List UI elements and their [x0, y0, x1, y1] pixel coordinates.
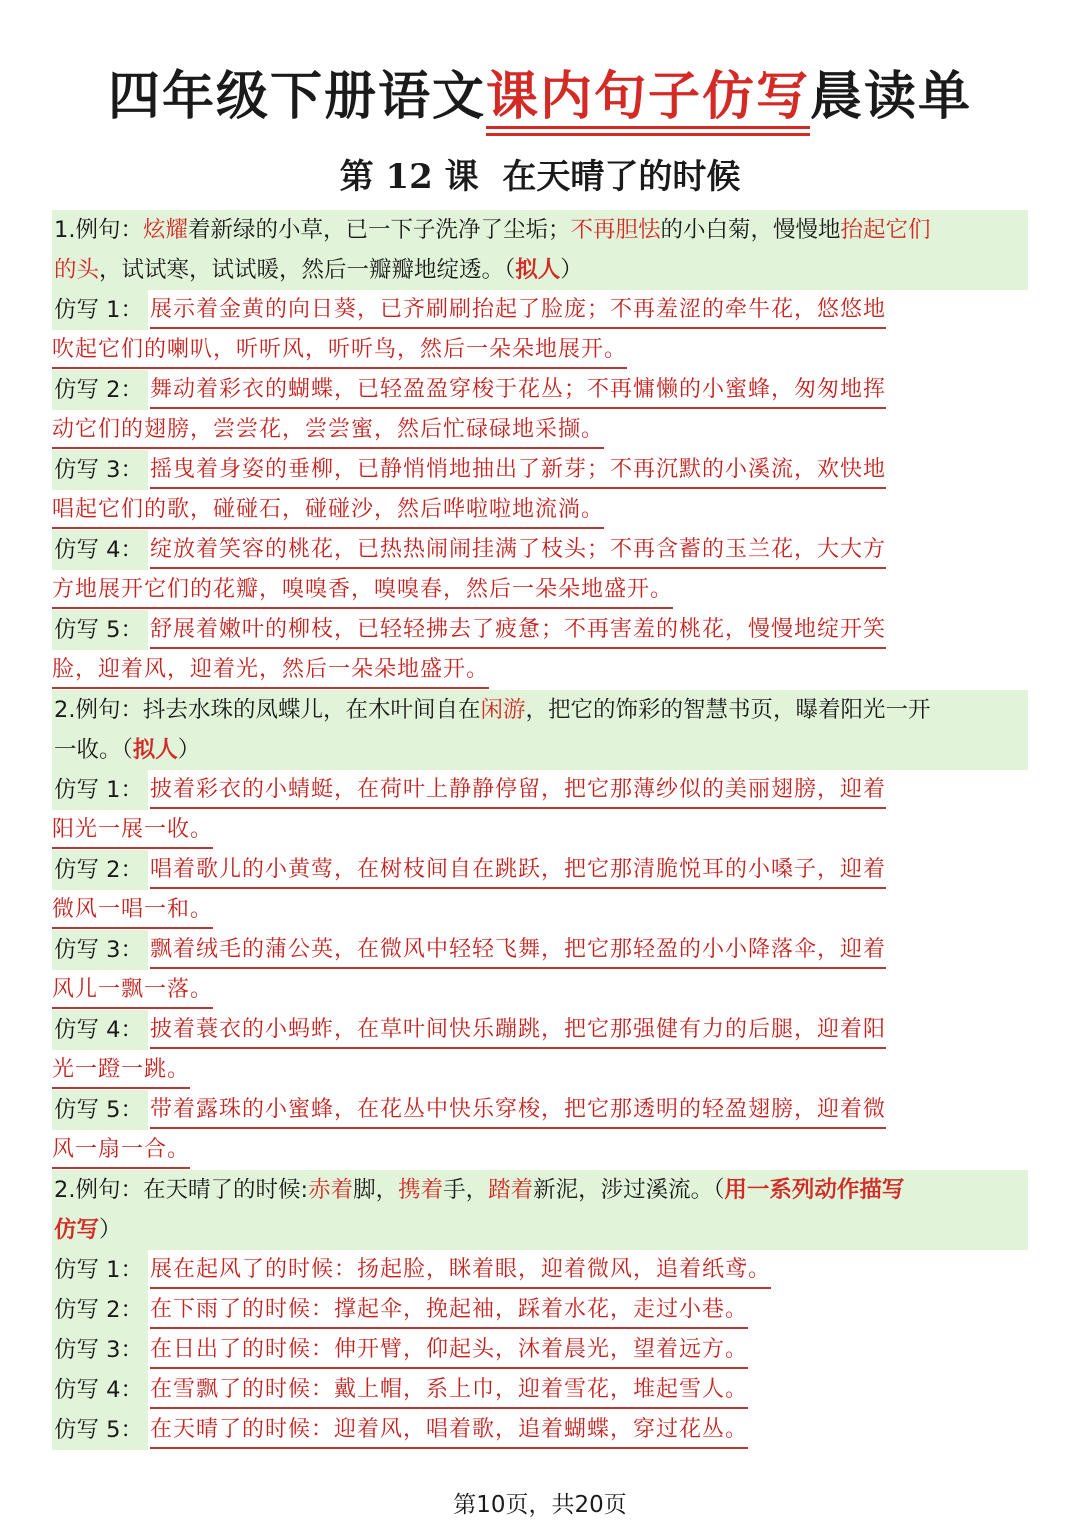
- section-2: [52, 690, 1028, 1170]
- imitation-line: [150, 770, 1028, 810]
- imitation-label: 仿写 4：: [52, 1370, 148, 1410]
- imitation-line: [52, 1050, 1028, 1090]
- example-sentence-line: [52, 1210, 1028, 1250]
- imitation-row: [52, 1090, 1028, 1130]
- imitation-line: [150, 850, 1028, 890]
- imitation-text: 披着彩衣的小蜻蜓，在荷叶上静静停留，把它那薄纱似的美丽翅膀，迎着: [150, 773, 886, 809]
- imitation-text: 摇曳着身姿的垂柳，已静悄悄地抽出了新芽；不再沉默的小溪流，欢快地: [150, 453, 886, 489]
- imitation-row: [52, 770, 1028, 810]
- imitation-text: 唱起它们的歌，碰碰石，碰碰沙，然后哗啦啦地流淌。: [52, 493, 604, 529]
- imitation-row: [52, 530, 1028, 570]
- rhetoric-tag: 用一系列动作描写: [724, 1177, 905, 1203]
- imitation-text: 脸，迎着风，迎着光，然后一朵朵地盛开。: [52, 653, 489, 689]
- example-text: 新泥，涉过溪流。（: [533, 1177, 725, 1203]
- example-text: ）: [99, 1217, 122, 1243]
- example-highlight: 踏着: [488, 1177, 534, 1203]
- example-text: 2.例句：在天晴了的时候:: [54, 1177, 309, 1203]
- section-3: [52, 1170, 1028, 1450]
- example-highlight: 的头: [54, 257, 100, 283]
- imitation-text: 光一蹬一跳。: [52, 1053, 190, 1089]
- imitation-row: [52, 1010, 1028, 1050]
- imitation-label: 仿写 2：: [52, 850, 148, 890]
- example-text: ）: [177, 737, 201, 763]
- imitation-row: [52, 1250, 1028, 1290]
- imitation-text: 绽放着笑容的桃花，已热热闹闹挂满了枝头；不再含蓄的玉兰花，大大方: [150, 533, 886, 569]
- imitation-line: [150, 450, 1028, 490]
- imitation-label: 仿写 1：: [52, 1250, 148, 1290]
- imitation-line: [150, 1010, 1028, 1050]
- example-text: 着新绿的小草，已一下子洗净了尘垢；: [187, 217, 571, 243]
- imitation-row-cont: [52, 650, 1028, 690]
- imitation-text: 展在起风了的时候：扬起脸，眯着眼，迎着微风，追着纸鸢。: [150, 1253, 771, 1289]
- imitation-row: [52, 610, 1028, 650]
- imitation-row-cont: [52, 890, 1028, 930]
- imitation-line: [52, 650, 1028, 690]
- imitation-row: [52, 1290, 1028, 1330]
- title-highlight: 课内句子仿写: [486, 62, 810, 132]
- imitation-text: 带着露珠的小蜜蜂，在花丛中快乐穿梭，把它那透明的轻盈翅膀，迎着微: [150, 1093, 886, 1129]
- imitation-text: 在天晴了的时候：迎着风，唱着歌，追着蝴蝶，穿过花丛。: [150, 1413, 748, 1449]
- imitation-line: [150, 1290, 1028, 1330]
- example-highlight: 不再胆怯: [570, 217, 661, 243]
- rhetoric-tag: 仿写: [54, 1217, 100, 1243]
- imitation-text: 风一扇一合。: [52, 1133, 190, 1169]
- imitation-line: [52, 890, 1028, 930]
- page-number: 第10页，共20页: [453, 1492, 627, 1518]
- imitation-label: 仿写 2：: [52, 370, 148, 410]
- example-sentence-line: [52, 690, 1028, 730]
- imitation-line: [52, 970, 1028, 1010]
- imitation-row-cont: [52, 970, 1028, 1010]
- page-title: [52, 0, 1028, 132]
- imitation-row: [52, 1410, 1028, 1450]
- imitation-text: 舞动着彩衣的蝴蝶，已轻盈盈穿梭于花丛；不再慵懒的小蜜蜂，匆匆地挥: [150, 373, 886, 409]
- imitation-line: [150, 930, 1028, 970]
- imitation-text: 飘着绒毛的蒲公英，在微风中轻轻飞舞，把它那轻盈的小小降落伞，迎着: [150, 933, 886, 969]
- imitation-label: 仿写 1：: [52, 770, 148, 810]
- example-text: 手，: [443, 1177, 489, 1203]
- rhetoric-tag: 拟人: [515, 257, 561, 283]
- imitation-line: [52, 570, 1028, 610]
- example-highlight: 赤着: [308, 1177, 354, 1203]
- imitation-text: 方地展开它们的花瓣，嗅嗅香，嗅嗅春，然后一朵朵地盛开。: [52, 573, 673, 609]
- rhetoric-tag: 拟人: [132, 737, 178, 763]
- example-highlight: 闲游: [480, 697, 526, 723]
- example-text: ，把它的饰彩的智慧书页，曝着阳光一开: [525, 697, 931, 723]
- imitation-line: [52, 410, 1028, 450]
- imitation-line: [150, 1410, 1028, 1450]
- example-highlight: 携着: [398, 1177, 444, 1203]
- imitation-line: [52, 330, 1028, 370]
- imitation-label: 仿写 2：: [52, 1290, 148, 1330]
- imitation-label: 仿写 3：: [52, 1330, 148, 1370]
- imitation-label: 仿写 4：: [52, 1010, 148, 1050]
- imitation-row-cont: [52, 1050, 1028, 1090]
- imitation-label: 仿写 5：: [52, 610, 148, 650]
- example-sentence-line: [52, 250, 1028, 290]
- title-part1: 四年级下册语文: [107, 67, 486, 127]
- imitation-row: [52, 850, 1028, 890]
- imitation-line: [150, 530, 1028, 570]
- example-highlight: 抬起它们: [840, 217, 931, 243]
- example-text: ，试试寒，试试暖，然后一瓣瓣地绽透。（: [99, 257, 516, 283]
- imitation-label: 仿写 3：: [52, 930, 148, 970]
- imitation-row-cont: [52, 810, 1028, 850]
- example-text: 的小白菊，慢慢地: [660, 217, 841, 243]
- imitation-row-cont: [52, 1130, 1028, 1170]
- imitation-row: [52, 1330, 1028, 1370]
- imitation-line: [150, 290, 1028, 330]
- imitation-text: 在雪飘了的时候：戴上帽，系上巾，迎着雪花，堆起雪人。: [150, 1373, 748, 1409]
- imitation-row: [52, 290, 1028, 330]
- imitation-line: [52, 490, 1028, 530]
- imitation-row-cont: [52, 490, 1028, 530]
- imitation-line: [150, 610, 1028, 650]
- example-highlight: 炫耀: [142, 217, 188, 243]
- imitation-text: 披着蓑衣的小蚂蚱，在草叶间快乐蹦跳，把它那强健有力的后腿，迎着阳: [150, 1013, 886, 1049]
- imitation-line: [150, 1250, 1028, 1290]
- example-text: 一收。（: [54, 737, 133, 763]
- imitation-line: [150, 1090, 1028, 1130]
- example-text: 2.例句：抖去水珠的凤蝶儿，在木叶间自在: [54, 697, 481, 723]
- example-text: 脚，: [353, 1177, 399, 1203]
- imitation-label: 仿写 5：: [52, 1410, 148, 1450]
- imitation-line: [150, 1330, 1028, 1370]
- example-sentence-line: [52, 210, 1028, 250]
- example-text: ）: [560, 257, 583, 283]
- lesson-title: 第 12 课 在天晴了的时候: [339, 157, 741, 197]
- imitation-row-cont: [52, 330, 1028, 370]
- imitation-text: 微风一唱一和。: [52, 893, 213, 929]
- imitation-text: 唱着歌儿的小黄莺，在树枝间自在跳跃，把它那清脆悦耳的小嗓子，迎着: [150, 853, 886, 889]
- imitation-row-cont: [52, 410, 1028, 450]
- imitation-label: 仿写 1：: [52, 290, 148, 330]
- imitation-row: [52, 1370, 1028, 1410]
- imitation-text: 舒展着嫩叶的柳枝，已轻轻拂去了疲惫；不再害羞的桃花，慢慢地绽开笑: [150, 613, 886, 649]
- imitation-line: [52, 1130, 1028, 1170]
- imitation-line: [150, 1370, 1028, 1410]
- imitation-row: [52, 450, 1028, 490]
- example-text: 1.例句：: [54, 217, 143, 243]
- imitation-line: [150, 370, 1028, 410]
- title-part2: 晨读单: [810, 67, 973, 127]
- example-sentence-line: [52, 730, 1028, 770]
- imitation-text: 动它们的翅膀，尝尝花，尝尝蜜，然后忙碌碌地采撷。: [52, 413, 604, 449]
- imitation-row: [52, 930, 1028, 970]
- imitation-text: 风儿一飘一落。: [52, 973, 213, 1009]
- imitation-line: [52, 810, 1028, 850]
- imitation-label: 仿写 5：: [52, 1090, 148, 1130]
- example-sentence-line: [52, 1170, 1028, 1210]
- imitation-label: 仿写 3：: [52, 450, 148, 490]
- imitation-row: [52, 370, 1028, 410]
- imitation-row-cont: [52, 570, 1028, 610]
- imitation-text: 在下雨了的时候：撑起伞，挽起袖，踩着水花，走过小巷。: [150, 1293, 748, 1329]
- imitation-text: 展示着金黄的向日葵，已齐刷刷抬起了脸庞；不再羞涩的牵牛花，悠悠地: [150, 293, 886, 329]
- imitation-text: 在日出了的时候：伸开臂，仰起头，沐着晨光，望着远方。: [150, 1333, 748, 1369]
- imitation-label: 仿写 4：: [52, 530, 148, 570]
- imitation-text: 吹起它们的喇叭，听听风，听听鸟，然后一朵朵地展开。: [52, 333, 627, 369]
- section-1: [52, 210, 1028, 690]
- imitation-text: 阳光一展一收。: [52, 813, 213, 849]
